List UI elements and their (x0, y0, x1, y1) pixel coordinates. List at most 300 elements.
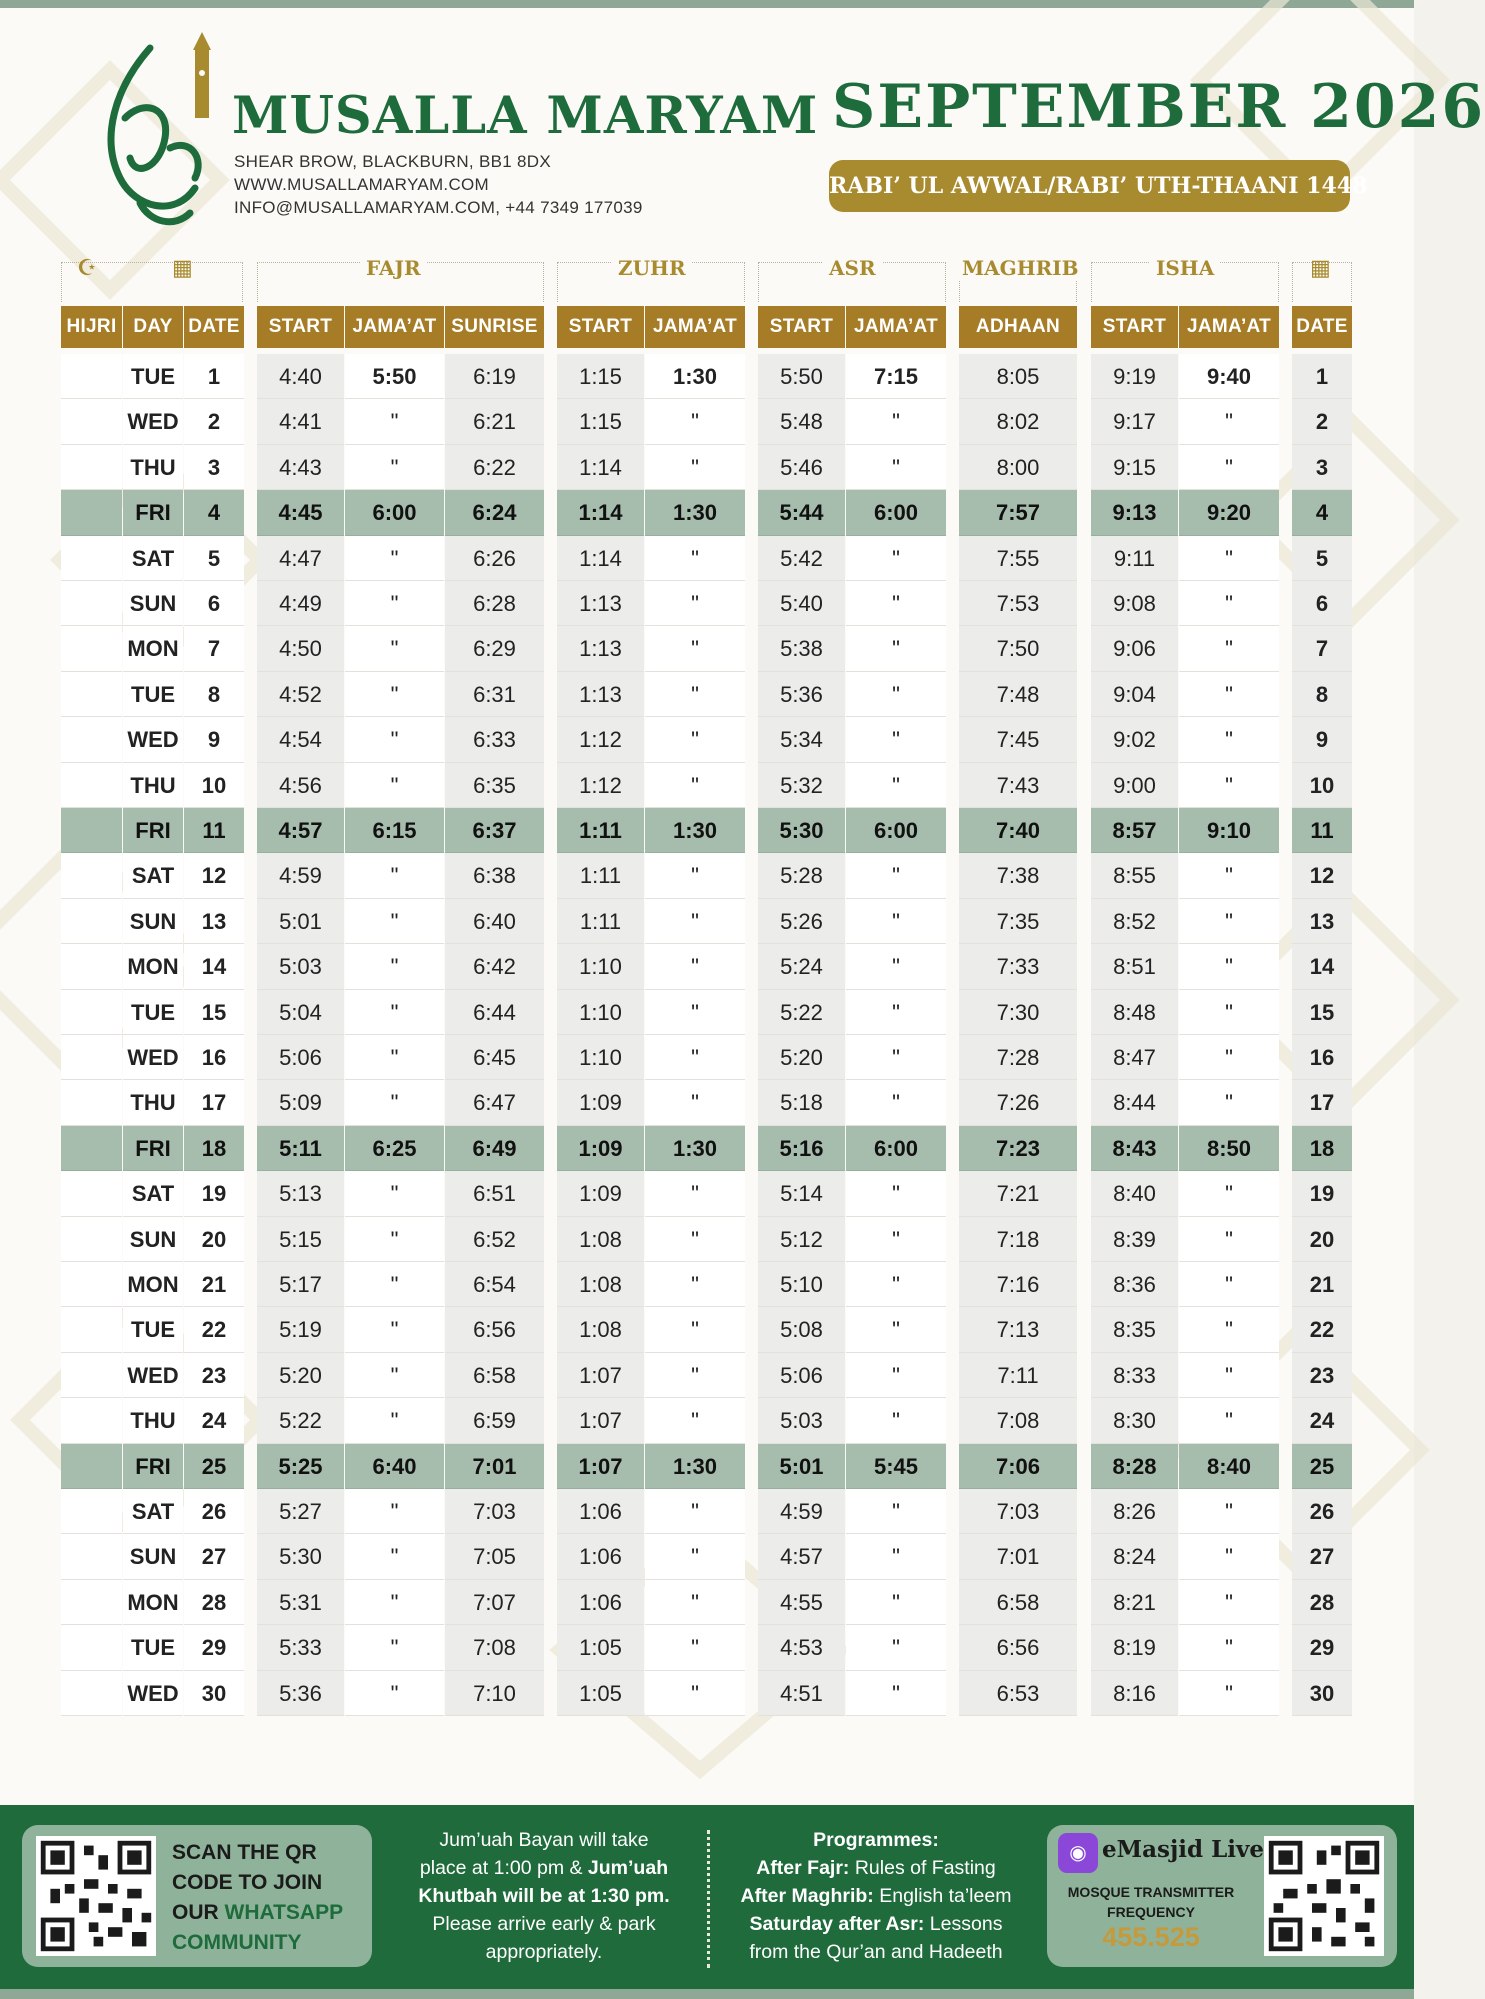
emasjid-qr-code[interactable] (1264, 1836, 1384, 1956)
cell-fajr-jamaat: " (345, 399, 444, 444)
cell-zuhr-jamaat: " (645, 763, 745, 808)
cell-fajr-jamaat: " (345, 1489, 444, 1534)
col-fajr-jamaat: JAMA’AT (345, 306, 444, 348)
cell-isha-jamaat: " (1179, 944, 1279, 989)
cell-sunrise: 6:59 (445, 1398, 544, 1443)
cell-isha-start: 8:21 (1091, 1580, 1178, 1625)
brand-name: MUSALLA MARYAM (232, 86, 819, 146)
cell-fajr-start: 5:06 (257, 1035, 344, 1080)
cell-isha-start: 8:30 (1091, 1398, 1178, 1443)
cell-isha-start: 8:48 (1091, 990, 1178, 1035)
cell-date: 2 (184, 399, 244, 444)
cell-isha-jamaat: " (1179, 1171, 1279, 1216)
address: SHEAR BROW, BLACKBURN, BB1 8DX (234, 152, 551, 171)
cell-date-right: 21 (1292, 1262, 1352, 1307)
cell-hijri (61, 717, 122, 762)
cell-hijri (61, 1398, 122, 1443)
cell-fajr-start: 5:25 (257, 1444, 344, 1489)
footer-divider (707, 1830, 710, 1968)
cell-date: 6 (184, 581, 244, 626)
table-row (61, 672, 1352, 717)
cell-fajr-jamaat: 6:40 (345, 1444, 444, 1489)
cell-date-right: 20 (1292, 1217, 1352, 1262)
table-row (61, 1625, 1352, 1670)
cell-isha-start: 8:40 (1091, 1171, 1178, 1216)
cell-sunrise: 6:58 (445, 1353, 544, 1398)
table-row (61, 626, 1352, 671)
cell-day: THU (123, 445, 183, 490)
cell-sunrise: 6:51 (445, 1171, 544, 1216)
cell-isha-jamaat: " (1179, 445, 1279, 490)
cell-date-right: 29 (1292, 1625, 1352, 1670)
cell-sunrise: 6:19 (445, 354, 544, 399)
cell-fajr-start: 5:11 (257, 1126, 344, 1171)
table-row (61, 1534, 1352, 1579)
col-fajr-start: START (257, 306, 344, 348)
cell-fajr-jamaat: 5:50 (345, 354, 444, 399)
cell-asr-start: 4:57 (758, 1534, 845, 1579)
cell-day: FRI (123, 808, 183, 853)
cell-day: MON (123, 944, 183, 989)
cell-zuhr-jamaat: " (645, 1353, 745, 1398)
cell-fajr-start: 5:33 (257, 1625, 344, 1670)
qr-join-text (172, 1838, 352, 1958)
cell-zuhr-jamaat: " (645, 399, 745, 444)
group-label-isha: ISHA (1150, 256, 1220, 280)
cell-hijri (61, 1262, 122, 1307)
cell-day: SAT (123, 1489, 183, 1534)
cell-isha-start: 8:36 (1091, 1262, 1178, 1307)
whatsapp-qr-code[interactable] (36, 1836, 156, 1956)
cell-maghrib-adhaan: 8:05 (959, 354, 1077, 399)
cell-maghrib-adhaan: 7:01 (959, 1534, 1077, 1579)
cell-isha-jamaat: " (1179, 990, 1279, 1035)
cell-isha-jamaat: " (1179, 536, 1279, 581)
cell-zuhr-jamaat: " (645, 672, 745, 717)
cell-day: MON (123, 626, 183, 671)
table-row (61, 808, 1352, 853)
cell-fajr-start: 5:04 (257, 990, 344, 1035)
cell-maghrib-adhaan: 7:06 (959, 1444, 1077, 1489)
cell-fajr-start: 4:56 (257, 763, 344, 808)
table-row (61, 853, 1352, 898)
col-asr-start: START (758, 306, 845, 348)
cell-isha-start: 9:13 (1091, 490, 1178, 535)
cell-asr-jamaat: " (846, 1580, 946, 1625)
cell-fajr-start: 4:50 (257, 626, 344, 671)
cell-date: 5 (184, 536, 244, 581)
cell-isha-jamaat: " (1179, 1035, 1279, 1080)
cell-date: 20 (184, 1217, 244, 1262)
cell-fajr-start: 5:31 (257, 1580, 344, 1625)
cell-date: 30 (184, 1671, 244, 1716)
cell-fajr-jamaat: " (345, 1262, 444, 1307)
cell-fajr-jamaat: " (345, 717, 444, 762)
cell-day: SUN (123, 581, 183, 626)
cell-asr-start: 5:42 (758, 536, 845, 581)
cell-day: FRI (123, 1126, 183, 1171)
cell-fajr-jamaat: 6:00 (345, 490, 444, 535)
cell-date-right: 25 (1292, 1444, 1352, 1489)
cell-asr-jamaat: " (846, 1307, 946, 1352)
cell-date: 10 (184, 763, 244, 808)
cell-sunrise: 6:45 (445, 1035, 544, 1080)
col-isha-jamaat: JAMA’AT (1179, 306, 1279, 348)
cell-sunrise: 7:08 (445, 1625, 544, 1670)
cell-hijri (61, 626, 122, 671)
cell-zuhr-jamaat: 1:30 (645, 1444, 745, 1489)
cell-fajr-jamaat: " (345, 1307, 444, 1352)
cell-hijri (61, 445, 122, 490)
cell-fajr-start: 4:54 (257, 717, 344, 762)
programme-desc: Lessons (924, 1913, 1003, 1935)
table-row (61, 717, 1352, 762)
cell-zuhr-start: 1:10 (557, 990, 644, 1035)
cell-hijri (61, 581, 122, 626)
cell-asr-jamaat: 6:00 (846, 808, 946, 853)
cell-asr-start: 4:53 (758, 1625, 845, 1670)
cell-maghrib-adhaan: 7:38 (959, 853, 1077, 898)
cell-zuhr-start: 1:13 (557, 672, 644, 717)
cell-asr-jamaat: " (846, 1625, 946, 1670)
cell-date-right: 17 (1292, 1080, 1352, 1125)
notice-part: place at 1:00 pm & (419, 1857, 588, 1879)
cell-zuhr-jamaat: " (645, 1489, 745, 1534)
cell-date: 11 (184, 808, 244, 853)
contact-info[interactable]: INFO@MUSALLAMARYAM.COM, +44 7349 177039 (234, 198, 643, 217)
cell-hijri (61, 399, 122, 444)
cell-sunrise: 6:33 (445, 717, 544, 762)
cell-zuhr-start: 1:09 (557, 1080, 644, 1125)
cell-maghrib-adhaan: 6:53 (959, 1671, 1077, 1716)
cell-date-right: 4 (1292, 490, 1352, 535)
notice-line: appropriately. (485, 1941, 603, 1963)
cell-zuhr-start: 1:15 (557, 354, 644, 399)
cell-asr-start: 5:36 (758, 672, 845, 717)
table-row (61, 1217, 1352, 1262)
cell-sunrise: 6:54 (445, 1262, 544, 1307)
cell-date: 9 (184, 717, 244, 762)
cell-hijri (61, 1171, 122, 1216)
cell-hijri (61, 899, 122, 944)
cell-zuhr-start: 1:11 (557, 853, 644, 898)
cell-date: 29 (184, 1625, 244, 1670)
table-row (61, 490, 1352, 535)
cell-hijri (61, 672, 122, 717)
cell-date-right: 10 (1292, 763, 1352, 808)
programme-time: After Fajr: (756, 1857, 850, 1879)
cell-maghrib-adhaan: 7:08 (959, 1398, 1077, 1443)
cell-fajr-jamaat: " (345, 1625, 444, 1670)
cell-hijri (61, 1625, 122, 1670)
notice-line: Please arrive early & park (432, 1913, 656, 1935)
col-hijri: HIJRI (61, 306, 122, 348)
cell-zuhr-jamaat: " (645, 1171, 745, 1216)
cell-date-right: 5 (1292, 536, 1352, 581)
cell-date: 7 (184, 626, 244, 671)
cell-isha-jamaat: " (1179, 1398, 1279, 1443)
cell-zuhr-start: 1:15 (557, 399, 644, 444)
table-row (61, 944, 1352, 989)
jumuah-notice (404, 1826, 684, 1966)
cell-zuhr-start: 1:09 (557, 1171, 644, 1216)
cell-zuhr-start: 1:07 (557, 1398, 644, 1443)
cell-zuhr-jamaat: " (645, 1262, 745, 1307)
cell-asr-start: 5:06 (758, 1353, 845, 1398)
cell-date: 14 (184, 944, 244, 989)
cell-zuhr-jamaat: " (645, 717, 745, 762)
cell-maghrib-adhaan: 7:03 (959, 1489, 1077, 1534)
cell-zuhr-start: 1:14 (557, 445, 644, 490)
cell-fajr-start: 5:15 (257, 1217, 344, 1262)
cell-zuhr-jamaat: " (645, 445, 745, 490)
cell-date: 18 (184, 1126, 244, 1171)
cell-day: SAT (123, 1171, 183, 1216)
cell-sunrise: 6:40 (445, 899, 544, 944)
cell-date-right: 3 (1292, 445, 1352, 490)
cell-asr-start: 5:16 (758, 1126, 845, 1171)
cell-maghrib-adhaan: 7:33 (959, 944, 1077, 989)
cell-hijri (61, 808, 122, 853)
programme-desc: Rules of Fasting (849, 1857, 996, 1879)
cell-isha-start: 9:04 (1091, 672, 1178, 717)
qr-text-line (172, 1898, 352, 1928)
cell-maghrib-adhaan: 7:28 (959, 1035, 1077, 1080)
col-isha-start: START (1091, 306, 1178, 348)
cell-isha-start: 8:28 (1091, 1444, 1178, 1489)
cell-date: 13 (184, 899, 244, 944)
cell-zuhr-start: 1:05 (557, 1671, 644, 1716)
cell-hijri (61, 1580, 122, 1625)
cell-zuhr-jamaat: " (645, 581, 745, 626)
cell-zuhr-start: 1:12 (557, 717, 644, 762)
cell-asr-jamaat: " (846, 853, 946, 898)
table-header-row (61, 306, 1352, 348)
cell-day: SAT (123, 536, 183, 581)
cell-fajr-jamaat: " (345, 1580, 444, 1625)
cell-isha-start: 8:43 (1091, 1126, 1178, 1171)
cell-isha-jamaat: " (1179, 1534, 1279, 1579)
cell-asr-start: 5:44 (758, 490, 845, 535)
cell-asr-jamaat: " (846, 1398, 946, 1443)
cell-zuhr-start: 1:05 (557, 1625, 644, 1670)
notice-line (404, 1854, 684, 1882)
cell-isha-jamaat: " (1179, 672, 1279, 717)
cell-isha-start: 8:16 (1091, 1671, 1178, 1716)
cell-asr-jamaat: " (846, 717, 946, 762)
cell-zuhr-start: 1:06 (557, 1489, 644, 1534)
cell-asr-jamaat: 6:00 (846, 490, 946, 535)
cell-fajr-jamaat: " (345, 581, 444, 626)
cell-isha-jamaat: " (1179, 1217, 1279, 1262)
cell-asr-jamaat: 6:00 (846, 1126, 946, 1171)
cell-maghrib-adhaan: 8:00 (959, 445, 1077, 490)
cell-date-right: 28 (1292, 1580, 1352, 1625)
cell-date-right: 19 (1292, 1171, 1352, 1216)
cell-day: WED (123, 1353, 183, 1398)
cell-fajr-start: 5:03 (257, 944, 344, 989)
website-link[interactable]: WWW.MUSALLAMARYAM.COM (234, 175, 490, 194)
programmes-list (720, 1826, 1032, 1966)
cell-asr-jamaat: " (846, 899, 946, 944)
cell-isha-jamaat: " (1179, 1489, 1279, 1534)
cell-fajr-start: 5:20 (257, 1353, 344, 1398)
cell-fajr-start: 4:52 (257, 672, 344, 717)
cell-asr-start: 5:48 (758, 399, 845, 444)
table-row (61, 1126, 1352, 1171)
cell-isha-start: 9:15 (1091, 445, 1178, 490)
cell-day: TUE (123, 1307, 183, 1352)
cell-isha-start: 8:51 (1091, 944, 1178, 989)
cell-maghrib-adhaan: 7:18 (959, 1217, 1077, 1262)
hijri-months-badge: RABI’ UL AWWAL/RABI’ UTH-THAANI 1448 (829, 160, 1350, 212)
cell-asr-jamaat: " (846, 626, 946, 671)
cell-asr-jamaat: " (846, 1671, 946, 1716)
programme-item (720, 1854, 1032, 1882)
notice-bold: Jum’uah (587, 1857, 669, 1879)
cell-hijri (61, 1307, 122, 1352)
cell-hijri (61, 354, 122, 399)
cell-hijri (61, 1217, 122, 1262)
cell-maghrib-adhaan: 6:58 (959, 1580, 1077, 1625)
cell-zuhr-start: 1:07 (557, 1353, 644, 1398)
cell-asr-start: 5:30 (758, 808, 845, 853)
cell-sunrise: 6:31 (445, 672, 544, 717)
cell-fajr-jamaat: 6:25 (345, 1126, 444, 1171)
cell-maghrib-adhaan: 7:23 (959, 1126, 1077, 1171)
cell-isha-jamaat: " (1179, 1080, 1279, 1125)
cell-date-right: 18 (1292, 1126, 1352, 1171)
cell-sunrise: 7:05 (445, 1534, 544, 1579)
cell-day: MON (123, 1580, 183, 1625)
cell-day: WED (123, 717, 183, 762)
cell-isha-jamaat: " (1179, 717, 1279, 762)
cell-sunrise: 6:24 (445, 490, 544, 535)
cell-hijri (61, 1080, 122, 1125)
cell-fajr-jamaat: " (345, 1217, 444, 1262)
cell-day: WED (123, 1671, 183, 1716)
calendar-icon: ▦ (172, 255, 193, 280)
cell-day: WED (123, 1035, 183, 1080)
cell-asr-start: 5:01 (758, 1444, 845, 1489)
cell-date: 21 (184, 1262, 244, 1307)
programme-time: Saturday after Asr: (749, 1913, 925, 1935)
cell-zuhr-start: 1:12 (557, 763, 644, 808)
cell-fajr-jamaat: " (345, 536, 444, 581)
qr-text-part: OUR (172, 1901, 225, 1924)
cell-sunrise: 6:47 (445, 1080, 544, 1125)
cell-asr-jamaat: " (846, 763, 946, 808)
cell-isha-start: 8:35 (1091, 1307, 1178, 1352)
cell-asr-start: 5:40 (758, 581, 845, 626)
cell-asr-start: 5:34 (758, 717, 845, 762)
cell-fajr-start: 4:41 (257, 399, 344, 444)
cell-hijri (61, 1353, 122, 1398)
cell-isha-jamaat: 8:50 (1179, 1126, 1279, 1171)
cell-maghrib-adhaan: 7:13 (959, 1307, 1077, 1352)
cell-zuhr-jamaat: " (645, 626, 745, 671)
cell-date-right: 13 (1292, 899, 1352, 944)
cell-date-right: 30 (1292, 1671, 1352, 1716)
col-date-right: DATE (1292, 306, 1352, 348)
cell-maghrib-adhaan: 8:02 (959, 399, 1077, 444)
cell-zuhr-jamaat: " (645, 990, 745, 1035)
cell-zuhr-start: 1:08 (557, 1307, 644, 1352)
cell-asr-jamaat: " (846, 581, 946, 626)
cell-fajr-jamaat: " (345, 899, 444, 944)
cell-maghrib-adhaan: 7:45 (959, 717, 1077, 762)
cell-maghrib-adhaan: 7:50 (959, 626, 1077, 671)
cell-date-right: 11 (1292, 808, 1352, 853)
cell-hijri (61, 536, 122, 581)
cell-fajr-start: 5:17 (257, 1262, 344, 1307)
cell-isha-jamaat: 9:40 (1179, 354, 1279, 399)
cell-hijri (61, 1671, 122, 1716)
cell-asr-jamaat: " (846, 399, 946, 444)
cell-asr-start: 5:10 (758, 1262, 845, 1307)
cell-fajr-start: 5:01 (257, 899, 344, 944)
cell-isha-jamaat: " (1179, 1262, 1279, 1307)
cell-asr-start: 5:26 (758, 899, 845, 944)
cell-hijri (61, 763, 122, 808)
table-row (61, 536, 1352, 581)
cell-isha-start: 8:57 (1091, 808, 1178, 853)
cell-hijri (61, 1534, 122, 1579)
cell-fajr-start: 5:19 (257, 1307, 344, 1352)
cell-maghrib-adhaan: 7:55 (959, 536, 1077, 581)
cell-fajr-jamaat: " (345, 1035, 444, 1080)
cell-zuhr-jamaat: 1:30 (645, 808, 745, 853)
table-row (61, 354, 1352, 399)
emasjid-frequency: 455.525 (1102, 1922, 1200, 1952)
cell-fajr-start: 4:57 (257, 808, 344, 853)
cell-day: MON (123, 1262, 183, 1307)
programme-desc: English ta’leem (873, 1885, 1012, 1907)
cell-maghrib-adhaan: 7:26 (959, 1080, 1077, 1125)
cell-fajr-start: 5:36 (257, 1671, 344, 1716)
cell-fajr-start: 4:45 (257, 490, 344, 535)
programmes-title: Programmes: (813, 1829, 939, 1851)
cell-day: THU (123, 1080, 183, 1125)
cell-isha-start: 9:08 (1091, 581, 1178, 626)
cell-zuhr-jamaat: " (645, 1035, 745, 1080)
cell-fajr-jamaat: " (345, 944, 444, 989)
cell-hijri (61, 490, 122, 535)
table-row (61, 445, 1352, 490)
cell-isha-start: 8:47 (1091, 1035, 1178, 1080)
cell-date-right: 2 (1292, 399, 1352, 444)
whatsapp-highlight: WHATSAPP (224, 1901, 344, 1924)
cell-date-right: 8 (1292, 672, 1352, 717)
cell-zuhr-start: 1:09 (557, 1126, 644, 1171)
table-row (61, 1262, 1352, 1307)
cell-day: THU (123, 1398, 183, 1443)
cell-sunrise: 6:28 (445, 581, 544, 626)
group-label-asr: ASR (823, 256, 882, 280)
cell-sunrise: 6:42 (445, 944, 544, 989)
cell-sunrise: 7:10 (445, 1671, 544, 1716)
cell-fajr-jamaat: " (345, 1534, 444, 1579)
cell-maghrib-adhaan: 7:57 (959, 490, 1077, 535)
cell-asr-start: 4:59 (758, 1489, 845, 1534)
footer-stripe (0, 1989, 1414, 1999)
cell-asr-start: 5:50 (758, 354, 845, 399)
cell-sunrise: 6:49 (445, 1126, 544, 1171)
cell-maghrib-adhaan: 7:21 (959, 1171, 1077, 1216)
cell-zuhr-start: 1:08 (557, 1217, 644, 1262)
cell-date: 23 (184, 1353, 244, 1398)
cell-isha-start: 8:19 (1091, 1625, 1178, 1670)
